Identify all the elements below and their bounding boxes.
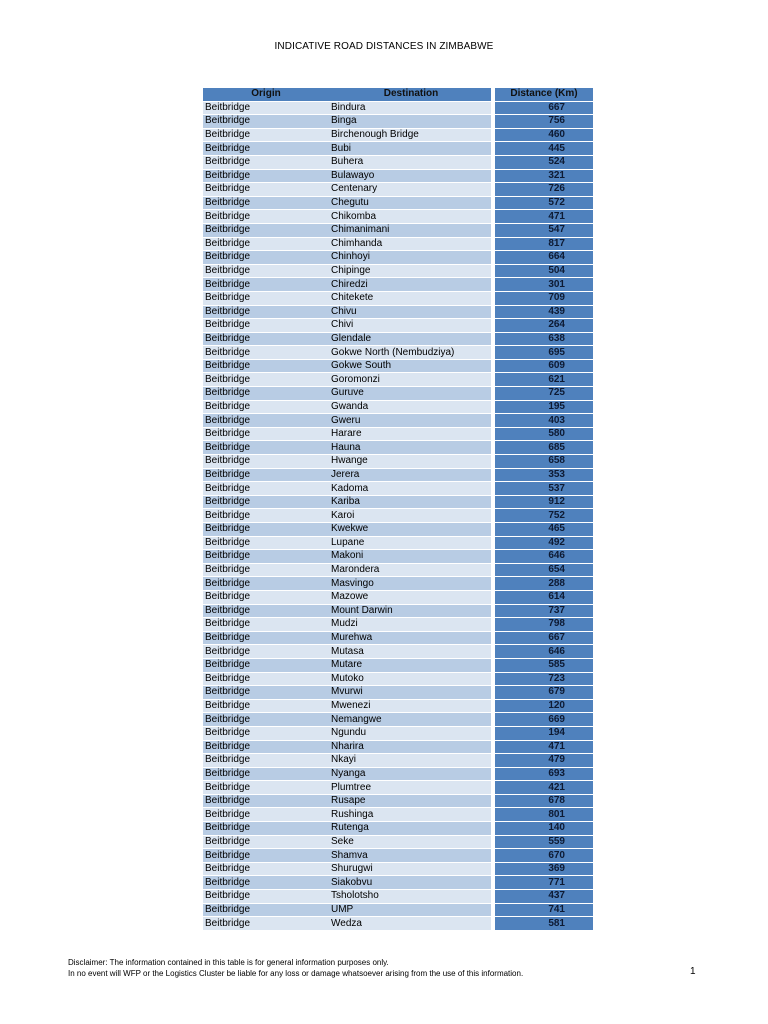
- distance-cell: 479: [495, 754, 593, 767]
- origin-cell: Beitbridge: [203, 659, 327, 672]
- origin-cell: Beitbridge: [203, 618, 327, 631]
- origin-cell: Beitbridge: [203, 795, 327, 808]
- table-row: [203, 876, 593, 889]
- destination-cell: Mudzi: [327, 618, 491, 631]
- distance-cell: 547: [495, 224, 593, 237]
- distance-cell: 465: [495, 523, 593, 536]
- destination-cell: Bubi: [327, 142, 491, 155]
- destination-cell: Gwanda: [327, 401, 491, 414]
- origin-cell: Beitbridge: [203, 904, 327, 917]
- table-row: [203, 142, 593, 155]
- distance-cell: 685: [495, 441, 593, 454]
- table-row: [203, 129, 593, 142]
- destination-cell: Gweru: [327, 414, 491, 427]
- distance-cell: 695: [495, 346, 593, 359]
- table-row: [203, 523, 593, 536]
- destination-cell: Centenary: [327, 183, 491, 196]
- origin-cell: Beitbridge: [203, 238, 327, 251]
- destination-cell: Chipinge: [327, 265, 491, 278]
- destination-cell: Birchenough Bridge: [327, 129, 491, 142]
- disclaimer-line-1: Disclaimer: The information contained in this table is for general information purposes only.: [68, 958, 389, 967]
- origin-cell: Beitbridge: [203, 645, 327, 658]
- table-row: [203, 197, 593, 210]
- distance-cell: 572: [495, 197, 593, 210]
- table-row: [203, 741, 593, 754]
- origin-cell: Beitbridge: [203, 564, 327, 577]
- destination-cell: Rusape: [327, 795, 491, 808]
- destination-cell: Guruve: [327, 387, 491, 400]
- origin-cell: Beitbridge: [203, 102, 327, 115]
- origin-cell: Beitbridge: [203, 306, 327, 319]
- origin-cell: Beitbridge: [203, 265, 327, 278]
- origin-cell: Beitbridge: [203, 781, 327, 794]
- origin-cell: Beitbridge: [203, 346, 327, 359]
- distance-cell: 798: [495, 618, 593, 631]
- origin-cell: Beitbridge: [203, 319, 327, 332]
- distance-cell: 667: [495, 102, 593, 115]
- distance-cell: 353: [495, 469, 593, 482]
- origin-cell: Beitbridge: [203, 768, 327, 781]
- table-row: [203, 822, 593, 835]
- distance-cell: 492: [495, 537, 593, 550]
- table-row: [203, 713, 593, 726]
- table-row: [203, 496, 593, 509]
- distance-cell: 585: [495, 659, 593, 672]
- distance-cell: 403: [495, 414, 593, 427]
- origin-cell: Beitbridge: [203, 224, 327, 237]
- distance-cell: 669: [495, 713, 593, 726]
- destination-cell: Kariba: [327, 496, 491, 509]
- origin-cell: Beitbridge: [203, 741, 327, 754]
- table-row: [203, 605, 593, 618]
- destination-cell: Chitekete: [327, 292, 491, 305]
- destination-cell: Gokwe South: [327, 360, 491, 373]
- origin-cell: Beitbridge: [203, 686, 327, 699]
- table-row: [203, 618, 593, 631]
- table-header-row: [203, 88, 593, 101]
- destination-cell: Nyanga: [327, 768, 491, 781]
- destination-cell: Mazowe: [327, 591, 491, 604]
- distance-cell: 709: [495, 292, 593, 305]
- origin-cell: Beitbridge: [203, 836, 327, 849]
- distance-cell: 580: [495, 428, 593, 441]
- distance-cell: 693: [495, 768, 593, 781]
- table-row: [203, 645, 593, 658]
- table-row: [203, 170, 593, 183]
- origin-cell: Beitbridge: [203, 713, 327, 726]
- table-row: [203, 781, 593, 794]
- distance-cell: 524: [495, 156, 593, 169]
- table-row: [203, 700, 593, 713]
- destination-cell: Chivi: [327, 319, 491, 332]
- destination-cell: Mutare: [327, 659, 491, 672]
- table-row: [203, 673, 593, 686]
- distance-cell: 752: [495, 509, 593, 522]
- table-row: [203, 768, 593, 781]
- origin-cell: Beitbridge: [203, 537, 327, 550]
- destination-cell: Siakobvu: [327, 876, 491, 889]
- distance-cell: 646: [495, 645, 593, 658]
- destination-cell: Hauna: [327, 441, 491, 454]
- destination-cell: Bulawayo: [327, 170, 491, 183]
- table-row: [203, 346, 593, 359]
- origin-cell: Beitbridge: [203, 387, 327, 400]
- table-row: [203, 455, 593, 468]
- origin-cell: Beitbridge: [203, 183, 327, 196]
- distance-cell: 445: [495, 142, 593, 155]
- distance-cell: 912: [495, 496, 593, 509]
- table-row: [203, 482, 593, 495]
- destination-cell: Bindura: [327, 102, 491, 115]
- distance-cell: 646: [495, 550, 593, 563]
- origin-cell: Beitbridge: [203, 170, 327, 183]
- destination-cell: Glendale: [327, 333, 491, 346]
- header-origin: Origin: [203, 88, 327, 101]
- table-row: [203, 632, 593, 645]
- distance-cell: 670: [495, 849, 593, 862]
- destination-cell: Mvurwi: [327, 686, 491, 699]
- table-row: [203, 210, 593, 223]
- distance-cell: 301: [495, 278, 593, 291]
- table-row: [203, 265, 593, 278]
- destination-cell: Chimhanda: [327, 238, 491, 251]
- distance-cell: 725: [495, 387, 593, 400]
- distance-cell: 609: [495, 360, 593, 373]
- origin-cell: Beitbridge: [203, 890, 327, 903]
- table-row: [203, 537, 593, 550]
- destination-cell: Binga: [327, 115, 491, 128]
- destination-cell: Jerera: [327, 469, 491, 482]
- distance-cell: 658: [495, 455, 593, 468]
- destination-cell: Rushinga: [327, 808, 491, 821]
- destination-cell: Harare: [327, 428, 491, 441]
- origin-cell: Beitbridge: [203, 808, 327, 821]
- distance-cell: 817: [495, 238, 593, 251]
- distance-table: [203, 87, 593, 931]
- table-row: [203, 754, 593, 767]
- destination-cell: Chinhoyi: [327, 251, 491, 264]
- distance-cell: 195: [495, 401, 593, 414]
- origin-cell: Beitbridge: [203, 876, 327, 889]
- origin-cell: Beitbridge: [203, 523, 327, 536]
- table-row: [203, 115, 593, 128]
- destination-cell: Seke: [327, 836, 491, 849]
- table-row: [203, 278, 593, 291]
- distance-cell: 288: [495, 577, 593, 590]
- origin-cell: Beitbridge: [203, 863, 327, 876]
- table-row: [203, 156, 593, 169]
- table-row: [203, 863, 593, 876]
- distance-cell: 723: [495, 673, 593, 686]
- table-row: [203, 387, 593, 400]
- table-row: [203, 795, 593, 808]
- distance-cell: 678: [495, 795, 593, 808]
- distance-cell: 581: [495, 917, 593, 930]
- header-distance: Distance (Km): [495, 88, 593, 101]
- page-title: INDICATIVE ROAD DISTANCES IN ZIMBABWE: [274, 41, 494, 52]
- origin-cell: Beitbridge: [203, 577, 327, 590]
- table-row: [203, 727, 593, 740]
- table-row: [203, 401, 593, 414]
- distance-cell: 140: [495, 822, 593, 835]
- origin-cell: Beitbridge: [203, 754, 327, 767]
- origin-cell: Beitbridge: [203, 605, 327, 618]
- destination-cell: Nharira: [327, 741, 491, 754]
- table-row: [203, 659, 593, 672]
- distance-cell: 471: [495, 741, 593, 754]
- table-row: [203, 849, 593, 862]
- destination-cell: Masvingo: [327, 577, 491, 590]
- origin-cell: Beitbridge: [203, 469, 327, 482]
- distance-cell: 120: [495, 700, 593, 713]
- table-row: [203, 904, 593, 917]
- table-row: [203, 686, 593, 699]
- destination-cell: Mutasa: [327, 645, 491, 658]
- distance-cell: 679: [495, 686, 593, 699]
- origin-cell: Beitbridge: [203, 727, 327, 740]
- destination-cell: Rutenga: [327, 822, 491, 835]
- origin-cell: Beitbridge: [203, 917, 327, 930]
- destination-cell: Makoni: [327, 550, 491, 563]
- destination-cell: Chivu: [327, 306, 491, 319]
- page-number: 1: [690, 966, 696, 977]
- destination-cell: Goromonzi: [327, 373, 491, 386]
- destination-cell: Nemangwe: [327, 713, 491, 726]
- table-row: [203, 836, 593, 849]
- table-row: [203, 917, 593, 930]
- destination-cell: Buhera: [327, 156, 491, 169]
- distance-cell: 460: [495, 129, 593, 142]
- origin-cell: Beitbridge: [203, 455, 327, 468]
- table-row: [203, 292, 593, 305]
- disclaimer: [68, 957, 523, 979]
- distance-cell: 559: [495, 836, 593, 849]
- origin-cell: Beitbridge: [203, 197, 327, 210]
- origin-cell: Beitbridge: [203, 414, 327, 427]
- origin-cell: Beitbridge: [203, 509, 327, 522]
- origin-cell: Beitbridge: [203, 496, 327, 509]
- origin-cell: Beitbridge: [203, 278, 327, 291]
- destination-cell: Chimanimani: [327, 224, 491, 237]
- destination-cell: Mutoko: [327, 673, 491, 686]
- distance-cell: 741: [495, 904, 593, 917]
- origin-cell: Beitbridge: [203, 849, 327, 862]
- distance-cell: 654: [495, 564, 593, 577]
- table-row: [203, 509, 593, 522]
- distance-cell: 369: [495, 863, 593, 876]
- table-row: [203, 238, 593, 251]
- origin-cell: Beitbridge: [203, 482, 327, 495]
- destination-cell: Hwange: [327, 455, 491, 468]
- distance-cell: 321: [495, 170, 593, 183]
- origin-cell: Beitbridge: [203, 360, 327, 373]
- table-row: [203, 183, 593, 196]
- table-row: [203, 102, 593, 115]
- destination-cell: UMP: [327, 904, 491, 917]
- destination-cell: Kadoma: [327, 482, 491, 495]
- distance-cell: 421: [495, 781, 593, 794]
- disclaimer-line-2: In no event will WFP or the Logistics Cluster be liable for any loss or damage whatsoever arising from the use of this information.: [68, 969, 524, 978]
- destination-cell: Kwekwe: [327, 523, 491, 536]
- destination-cell: Mwenezi: [327, 700, 491, 713]
- distance-cell: 264: [495, 319, 593, 332]
- destination-cell: Shurugwi: [327, 863, 491, 876]
- table-row: [203, 333, 593, 346]
- table-row: [203, 414, 593, 427]
- origin-cell: Beitbridge: [203, 142, 327, 155]
- table-row: [203, 428, 593, 441]
- destination-cell: Marondera: [327, 564, 491, 577]
- table-row: [203, 577, 593, 590]
- origin-cell: Beitbridge: [203, 673, 327, 686]
- origin-cell: Beitbridge: [203, 333, 327, 346]
- distance-cell: 439: [495, 306, 593, 319]
- distance-cell: 664: [495, 251, 593, 264]
- distance-cell: 614: [495, 591, 593, 604]
- origin-cell: Beitbridge: [203, 822, 327, 835]
- table-row: [203, 373, 593, 386]
- table-row: [203, 441, 593, 454]
- destination-cell: Plumtree: [327, 781, 491, 794]
- destination-cell: Lupane: [327, 537, 491, 550]
- origin-cell: Beitbridge: [203, 550, 327, 563]
- destination-cell: Wedza: [327, 917, 491, 930]
- table-row: [203, 591, 593, 604]
- origin-cell: Beitbridge: [203, 700, 327, 713]
- origin-cell: Beitbridge: [203, 115, 327, 128]
- distance-cell: 621: [495, 373, 593, 386]
- distance-cell: 756: [495, 115, 593, 128]
- destination-cell: Nkayi: [327, 754, 491, 767]
- origin-cell: Beitbridge: [203, 401, 327, 414]
- table-row: [203, 251, 593, 264]
- table-row: [203, 890, 593, 903]
- distance-cell: 471: [495, 210, 593, 223]
- origin-cell: Beitbridge: [203, 210, 327, 223]
- table-row: [203, 224, 593, 237]
- distance-cell: 638: [495, 333, 593, 346]
- table-row: [203, 319, 593, 332]
- destination-cell: Shamva: [327, 849, 491, 862]
- distance-cell: 504: [495, 265, 593, 278]
- destination-cell: Tsholotsho: [327, 890, 491, 903]
- header-destination: Destination: [327, 88, 491, 101]
- destination-cell: Chiredzi: [327, 278, 491, 291]
- distance-cell: 194: [495, 727, 593, 740]
- distance-cell: 726: [495, 183, 593, 196]
- distance-cell: 667: [495, 632, 593, 645]
- table-row: [203, 469, 593, 482]
- distance-cell: 437: [495, 890, 593, 903]
- destination-cell: Chikomba: [327, 210, 491, 223]
- destination-cell: Ngundu: [327, 727, 491, 740]
- origin-cell: Beitbridge: [203, 591, 327, 604]
- origin-cell: Beitbridge: [203, 373, 327, 386]
- table-body: [203, 102, 593, 930]
- table-row: [203, 306, 593, 319]
- origin-cell: Beitbridge: [203, 129, 327, 142]
- destination-cell: Karoi: [327, 509, 491, 522]
- destination-cell: Murehwa: [327, 632, 491, 645]
- origin-cell: Beitbridge: [203, 441, 327, 454]
- distance-cell: 537: [495, 482, 593, 495]
- distance-cell: 737: [495, 605, 593, 618]
- destination-cell: Gokwe North (Nembudziya): [327, 346, 491, 359]
- distance-cell: 801: [495, 808, 593, 821]
- origin-cell: Beitbridge: [203, 251, 327, 264]
- origin-cell: Beitbridge: [203, 292, 327, 305]
- origin-cell: Beitbridge: [203, 156, 327, 169]
- table-row: [203, 550, 593, 563]
- table-row: [203, 360, 593, 373]
- table-row: [203, 564, 593, 577]
- destination-cell: Mount Darwin: [327, 605, 491, 618]
- table-row: [203, 808, 593, 821]
- distance-cell: 771: [495, 876, 593, 889]
- destination-cell: Chegutu: [327, 197, 491, 210]
- origin-cell: Beitbridge: [203, 632, 327, 645]
- origin-cell: Beitbridge: [203, 428, 327, 441]
